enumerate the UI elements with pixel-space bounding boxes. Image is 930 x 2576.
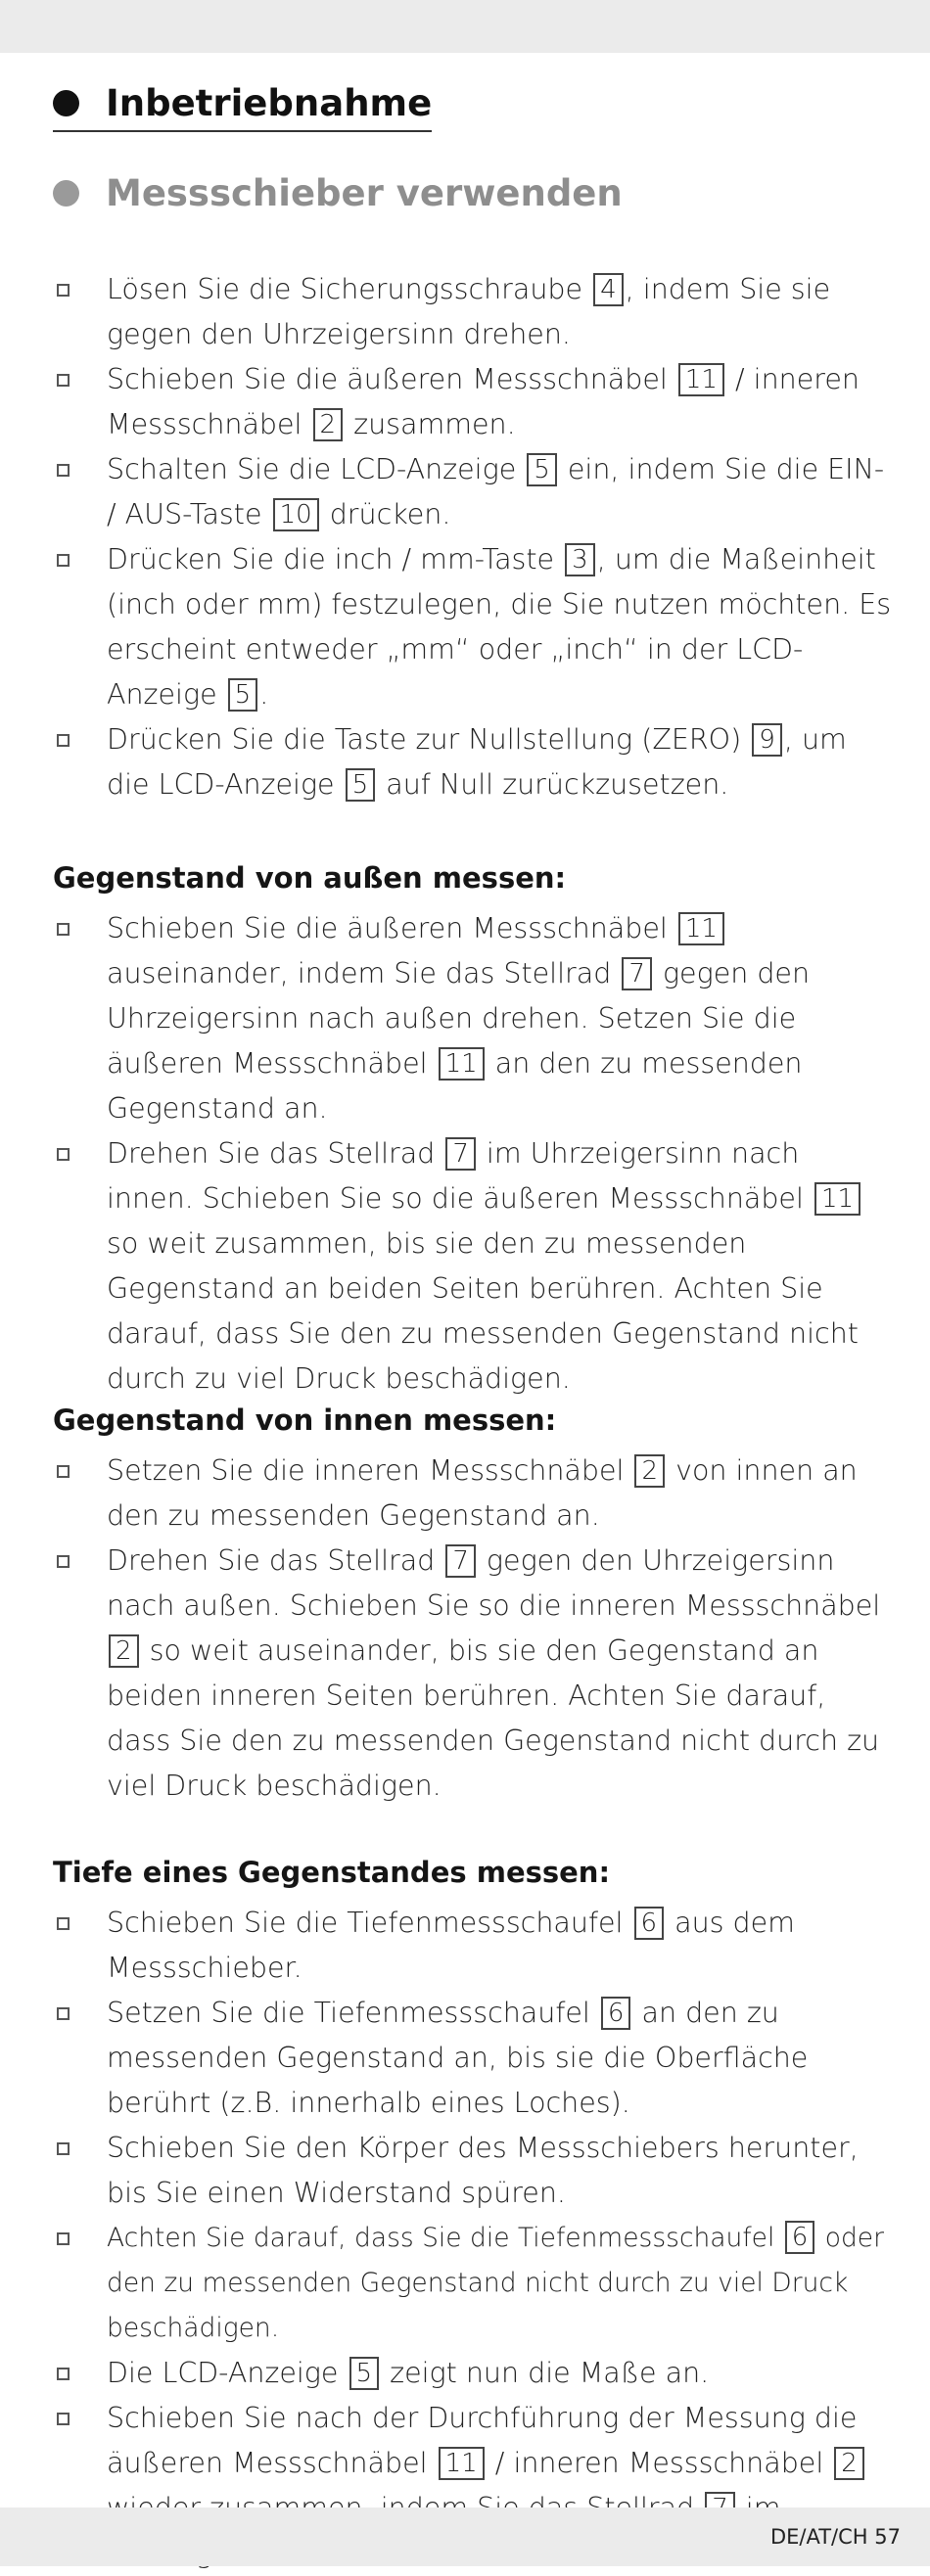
checkbox-square-icon xyxy=(57,1917,70,1930)
part-ref: 5 xyxy=(346,768,376,802)
checkbox-square-icon xyxy=(57,374,70,387)
part-ref: 11 xyxy=(814,1182,860,1216)
section-outside-measure xyxy=(53,855,895,1402)
list-item: Setzen Sie die inneren Messschnäbel 2 von innen an den zu messenden Gegenstand an. xyxy=(53,1449,895,1539)
bullet-dot-icon xyxy=(53,180,79,207)
page-top-band xyxy=(0,0,930,53)
checkbox-square-icon xyxy=(57,734,70,747)
subheading: Gegenstand von innen messen: xyxy=(53,1403,557,1437)
subheading: Gegenstand von außen messen: xyxy=(53,861,567,895)
part-ref: 10 xyxy=(273,498,319,531)
part-ref: 2 xyxy=(109,1634,139,1668)
part-ref: 9 xyxy=(752,723,782,757)
step-list xyxy=(53,267,895,807)
list-item: Drücken Sie die Taste zur Nullstellung (ZERO) 9 , um die LCD-Anzeige 5 auf Null zurückzusetzen. xyxy=(53,717,895,807)
list-item: Drehen Sie das Stellrad 7 im Uhrzeigersinn nach innen. Schieben Sie so die äußeren Messschnäbel 11 so weit zusammen, bis sie den zu messenden Gegenstand an beiden Seiten berühren. Achten Sie darauf, dass Sie den zu messenden Gegenstand nicht durch zu viel Druck beschädigen. xyxy=(53,1131,895,1402)
part-ref: 5 xyxy=(527,453,557,486)
part-ref: 2 xyxy=(834,2447,864,2480)
page-number: DE/AT/CH 57 xyxy=(769,2525,901,2549)
part-ref: 4 xyxy=(593,273,624,306)
list-item: Schieben Sie die Tiefenmessschaufel 6 aus dem Messschieber. xyxy=(53,1901,895,1991)
list-item: Schieben Sie die äußeren Messschnäbel 11 / inneren Messschnäbel 2 zusammen. xyxy=(53,357,895,447)
part-ref: 3 xyxy=(565,543,595,576)
list-item: Setzen Sie die Tiefenmessschaufel 6 an den zu messenden Gegenstand an, bis sie die Oberfläche berührt (z.B. innerhalb eines Loches). xyxy=(53,1991,895,2126)
part-ref: 2 xyxy=(634,1454,665,1488)
checkbox-square-icon xyxy=(57,284,70,297)
part-ref: 7 xyxy=(445,1544,476,1578)
list-item: Schieben Sie nach der Durchführung der Messung die äußeren Messschnäbel 11 / inneren Messschnäbel 2 xyxy=(53,2396,895,2576)
checkbox-square-icon xyxy=(57,1555,70,1568)
part-ref: 11 xyxy=(439,2447,485,2480)
part-ref: 7 xyxy=(622,957,652,990)
subheading: Tiefe eines Gegenstandes messen: xyxy=(53,1856,611,1889)
list-item: Lösen Sie die Sicherungsschraube 4 , indem Sie sie gegen den Uhrzeigersinn drehen. xyxy=(53,267,895,357)
part-ref: 11 xyxy=(678,912,724,945)
checkbox-square-icon xyxy=(57,923,70,936)
part-ref: 11 xyxy=(678,363,724,396)
step-list xyxy=(53,1901,895,2576)
part-ref: 2 xyxy=(313,408,344,441)
list-item: Die LCD-Anzeige 5 zeigt nun die Maße an. xyxy=(53,2351,895,2396)
list-item: Achten Sie darauf, dass Sie die Tiefenmessschaufel 6 oder den zu messenden Gegenstand nicht durch zu viel Druck beschädigen. xyxy=(53,2216,895,2351)
part-ref: 11 xyxy=(439,1047,485,1081)
list-item: Schieben Sie die äußeren Messschnäbel 11 auseinander, indem Sie das Stellrad 7 gegen den Uhrzeigersinn nach außen drehen. Setzen Sie die äußeren Messschnäbel 11 an den zu messenden Gegenstand an. xyxy=(53,906,895,1131)
section-inside-measure xyxy=(53,1398,895,1809)
heading-messschieber-verwenden xyxy=(53,172,623,214)
bullet-dot-icon xyxy=(53,90,79,116)
checkbox-square-icon xyxy=(57,464,70,477)
checkbox-square-icon xyxy=(57,554,70,567)
heading-inbetriebnahme xyxy=(53,82,432,132)
checkbox-square-icon xyxy=(57,2413,70,2425)
list-item: Drücken Sie die inch / mm-Taste 3 , um die Maßeinheit (inch oder mm) festzulegen, die Sie nutzen möchten. Es erscheint entweder „mm“ oder „inch“ in der LCD-Anzeige 5 . xyxy=(53,537,895,717)
part-ref: 6 xyxy=(601,1997,631,2030)
part-ref: 7 xyxy=(445,1137,476,1171)
page-footer-band xyxy=(0,2507,930,2566)
list-item: Drehen Sie das Stellrad 7 gegen den Uhrzeigersinn nach außen. Schieben Sie so die inneren Messschnäbel 2 so weit auseinander, bis sie den Gegenstand an beiden inneren Seiten berühren. Achten Sie darauf, dass Sie den zu messenden Gegenstand nicht durch zu viel Druck beschädigen. xyxy=(53,1539,895,1809)
part-ref: 5 xyxy=(228,678,258,712)
part-ref: 6 xyxy=(785,2221,815,2254)
checkbox-square-icon xyxy=(57,1465,70,1478)
heading-main-text: Inbetriebnahme xyxy=(106,82,433,124)
list-item: Schalten Sie die LCD-Anzeige 5 ein, indem Sie die EIN- / AUS-Taste 10 drücken. xyxy=(53,447,895,537)
checkbox-square-icon xyxy=(57,2368,70,2380)
heading-sub-text: Messschieber verwenden xyxy=(106,172,623,214)
list-item: Schieben Sie den Körper des Messschiebers herunter, bis Sie einen Widerstand spüren. xyxy=(53,2126,895,2216)
section-depth-measure xyxy=(53,1850,895,2576)
section-usage-steps xyxy=(53,267,895,807)
checkbox-square-icon xyxy=(57,2232,70,2245)
checkbox-square-icon xyxy=(57,1148,70,1161)
step-list xyxy=(53,906,895,1402)
part-ref: 6 xyxy=(634,1907,665,1940)
step-list xyxy=(53,1449,895,1809)
checkbox-square-icon xyxy=(57,2007,70,2020)
part-ref: 5 xyxy=(349,2357,380,2390)
checkbox-square-icon xyxy=(57,2142,70,2155)
